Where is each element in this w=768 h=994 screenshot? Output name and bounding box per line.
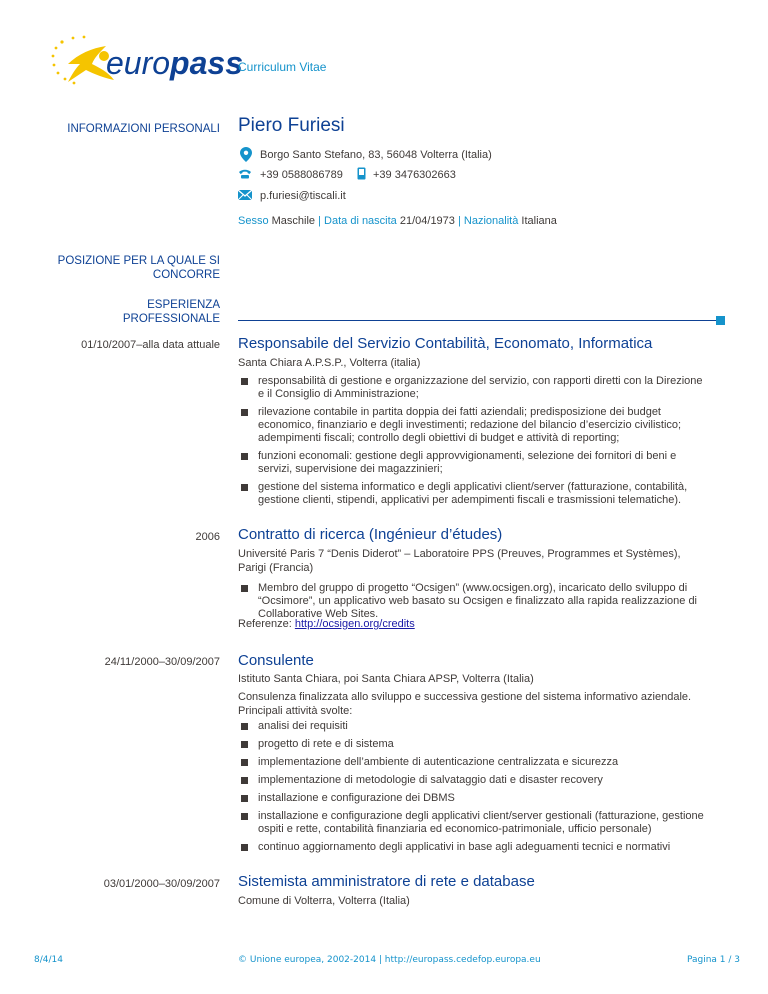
job-title: Sistemista amministratore di rete e database xyxy=(238,873,535,890)
list-item: responsabilità di gestione e organizzazione del servizio, con rapporti diretti con la Direzione e il Consiglio di Amministrazione; xyxy=(238,375,708,401)
separator: | xyxy=(318,215,321,227)
job-title: Responsabile del Servizio Contabilità, Economato, Informatica xyxy=(238,335,653,352)
europass-logo xyxy=(48,34,243,90)
employer: Santa Chiara A.P.S.P., Volterra (italia) xyxy=(238,357,421,369)
job-title: Contratto di ricerca (Ingénieur d’études) xyxy=(238,526,503,543)
logo-text-euro: euro xyxy=(106,45,171,81)
mobile-number[interactable]: +39 3476302663 xyxy=(373,169,456,181)
experience-label xyxy=(123,298,220,326)
job-intro: Consulenza finalizzata allo sviluppo e successiva gestione del sistema informativo aziendale. Principali attività svolte: xyxy=(238,691,692,717)
personal-details-line xyxy=(238,214,557,228)
footer-date: 8/4/14 xyxy=(34,955,63,965)
separator: | xyxy=(457,215,461,227)
email-address[interactable]: p.furiesi@tiscali.it xyxy=(260,190,346,202)
list-item: implementazione di metodologie di salvataggio dati e disaster recovery xyxy=(238,774,708,787)
experience-label-line2: PROFESSIONALE xyxy=(122,313,220,325)
email-icon xyxy=(238,190,252,200)
location-icon xyxy=(240,147,252,162)
list-item: gestione del sistema informatico e degli applicativi client/server (fatturazione, contabilità, gestione clienti, stipendi, applicativi per adempimenti fiscali e trasmissioni telematiche). xyxy=(238,481,708,507)
footer-copyright: © Unione europea, 2002-2014 | http://europass.cedefop.europa.eu xyxy=(238,955,541,965)
list-item: funzioni economali: gestione degli approvvigionamenti, selezione dei fornitori di beni e servizi, supervisione dei magazzinieri; xyxy=(238,450,708,476)
nationality-value: Italiana xyxy=(521,215,557,227)
employer: Istituto Santa Chiara, poi Santa Chiara APSP, Volterra (Italia) xyxy=(238,673,534,685)
sex-value: Maschile xyxy=(271,215,316,227)
job-duties-list xyxy=(238,720,708,859)
experience-label-line1: ESPERIENZA xyxy=(147,299,220,311)
sex-label: Sesso xyxy=(238,215,269,227)
list-item: Membro del gruppo di progetto “Ocsigen” (www.ocsigen.org), incaricato dello sviluppo di “Ocsimore”, un applicativo web basato su Ocsigen e finalizzato alla rapida realizzazione di Collaborative Web Sites. xyxy=(238,582,708,621)
job-date: 24/11/2000–30/09/2007 xyxy=(104,656,220,668)
references xyxy=(238,617,415,631)
references-label: Referenze: xyxy=(238,618,292,630)
mobile-phone-icon xyxy=(357,167,366,180)
document-title: Curriculum Vitae xyxy=(238,60,327,74)
birth-date-value: 21/04/1973 xyxy=(399,215,455,227)
references-link[interactable]: http://ocsigen.org/credits xyxy=(294,618,415,630)
address: Borgo Santo Stefano, 83, 56048 Volterra (Italia) xyxy=(260,149,492,161)
section-divider xyxy=(238,320,716,321)
section-divider-marker xyxy=(716,316,725,325)
person-name: Piero Furiesi xyxy=(238,115,345,136)
position-label-line1: POSIZIONE PER LA QUALE SI xyxy=(57,255,220,267)
list-item: implementazione dell’ambiente di autenticazione centralizzata e sicurezza xyxy=(238,756,708,769)
footer-page-number: Pagina 1 / 3 xyxy=(686,955,740,965)
job-date: 01/10/2007–alla data attuale xyxy=(81,339,220,351)
logo-text-pass: pass xyxy=(170,45,243,81)
list-item: progetto di rete e di sistema xyxy=(238,738,708,751)
phone-icon xyxy=(238,169,252,179)
employer: Comune di Volterra, Volterra (Italia) xyxy=(238,895,410,907)
job-date: 2006 xyxy=(195,531,220,543)
list-item: installazione e configurazione dei DBMS xyxy=(238,792,708,805)
job-duties-list xyxy=(238,375,708,512)
job-title: Consulente xyxy=(238,652,314,669)
position-label xyxy=(58,254,220,282)
personal-info-label: INFORMAZIONI PERSONALI xyxy=(67,123,220,135)
employer: Université Paris 7 “Denis Diderot” – Laboratoire PPS (Preuves, Programmes et Systèmes), Parigi (Francia) xyxy=(238,548,681,574)
birth-date-label: Data di nascita xyxy=(324,215,397,227)
list-item: installazione e configurazione degli applicativi client/server gestionali (fatturazione, gestione ospiti e rette, contabilità finanziaria ed economico-patrimoniale, ufficio personale) xyxy=(238,810,708,836)
job-date: 03/01/2000–30/09/2007 xyxy=(103,878,220,890)
phone-number[interactable]: +39 0588086789 xyxy=(260,169,343,181)
list-item: analisi dei requisiti xyxy=(238,720,708,733)
position-label-line2: CONCORRE xyxy=(152,269,220,281)
nationality-label: Nazionalità xyxy=(463,215,519,227)
list-item: rilevazione contabile in partita doppia dei fatti aziendali; predisposizione dei budget economico, finanziario e degli investimenti; redazione del bilancio d’esercizio civilistico; adempimenti fiscali; controllo degli obiettivi di budget e attività di reporting; xyxy=(238,406,708,445)
list-item: continuo aggiornamento degli applicativi in base agli adeguamenti tecnici e normativi xyxy=(238,841,708,854)
